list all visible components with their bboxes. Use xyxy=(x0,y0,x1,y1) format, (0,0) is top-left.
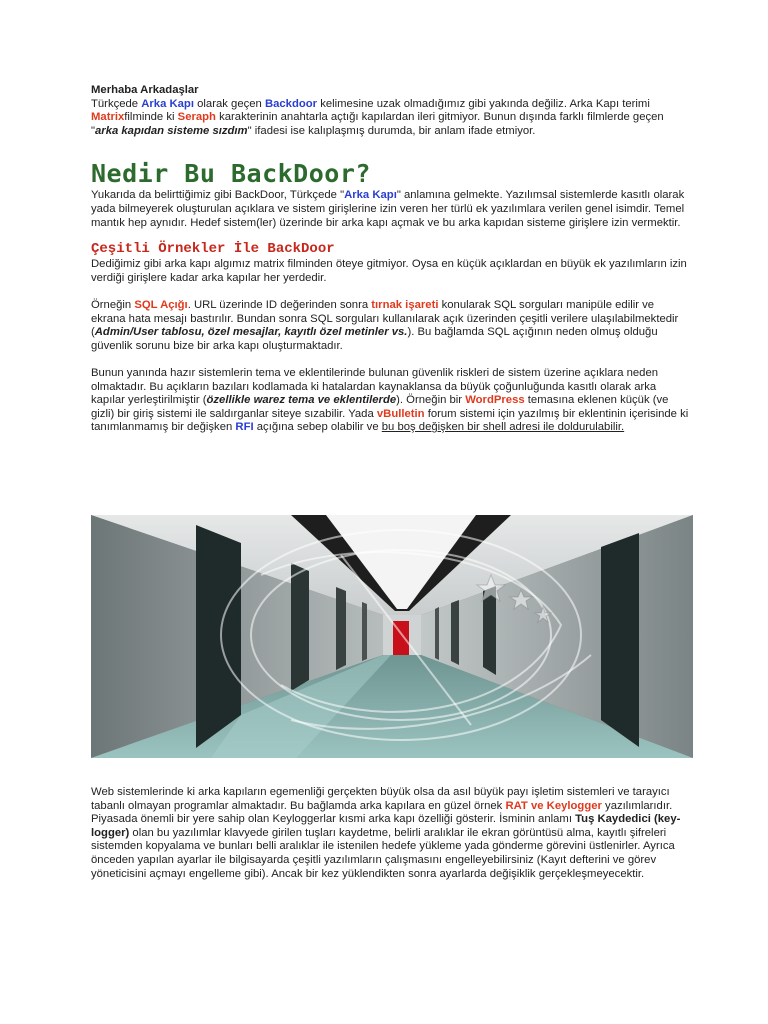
text: Web sistemlerinde ki arka kapıların egemenliği gerçekten büyük olsa da asıl büyük payı işletim sistemleri ve tarayıcı tabanlı olmayan programlar almaktadır. Bu bağlamda arka kapılara en güzel örnek xyxy=(91,786,670,812)
section2-paragraph-1: Dediğimiz gibi arka kapı algımız matrix filminden öteye gitmiyor. Oysa en küçük açıklardan en büyük ek yazılımların izin verdiği girişlere kadar arka kapılar her yerdedir. xyxy=(91,258,687,284)
document-body xyxy=(91,84,691,435)
keyword-backdoor: Backdoor xyxy=(264,97,318,110)
text: açığına sebep olabilir ve xyxy=(253,421,382,434)
underlined-text: bu boş değişken bir shell adresi ile doldurulabilir. xyxy=(381,421,625,434)
text: " anlamına gelmekte. Yazılımsal sistemlerde kasıtlı olarak yada bilmeyerek oluşturulan açıklara ve sistem girişlerine izin veren her türlü ek yazılımlara verilen genel isimdir. Temel mantık hep aynıdır. Hedef sistem(ler) üzerinde bir arka kapı açmak ve bu arka kapıdan sisteme girişlere izin vermektir. xyxy=(91,189,685,229)
keyword-rfi: RFI xyxy=(235,421,254,434)
corridor-illustration xyxy=(91,515,693,758)
quote-phrase: arka kapıdan sisteme sızdım xyxy=(95,124,248,137)
text: yazılımlarıdır. Piyasada önemli bir yere sahip olan Keyloggerlar kısmi arka kapı özelliği gösterir. İsminin anlamı xyxy=(91,799,673,826)
text: " ifadesi ise kalıplaşmış durumda, bir anlam ifade etmiyor. xyxy=(247,124,536,137)
corridor-scene xyxy=(91,515,693,758)
intro-heading: Merhaba Arkadaşlar xyxy=(91,84,199,96)
text: . URL üzerinde ID değerinden sonra xyxy=(187,298,372,311)
section3-container xyxy=(91,786,691,881)
text: ). Örneğin bir xyxy=(396,394,466,407)
text: olarak geçen xyxy=(193,97,265,110)
section2-paragraph-2 xyxy=(91,299,691,353)
section-title-nedir: Nedir Bu BackDoor? xyxy=(91,159,371,189)
section2-paragraph-3 xyxy=(91,367,691,435)
keyword-wordpress: WordPress xyxy=(465,394,525,407)
emphasis-warez: özellikle warez tema ve eklentilerde xyxy=(206,394,397,407)
text: karakterinin anahtarla açtığı kapılardan ileri gitmiyor. Bunun dışında farklı filmlerde geçen " xyxy=(91,111,664,137)
keyword-seraph: Seraph xyxy=(177,111,216,124)
text: Yukarıda da belirttiğimiz gibi BackDoor, Türkçede " xyxy=(91,189,345,202)
text: Bunun yanında hazır sistemlerin tema ve eklentilerinde bulunan güvenlik riskleri de sistem üzerine açıklara neden olmaktadır. Bu açıkların bazıları kodlamada ki hatalardan kaynaklansa da büyük çoğunluğunda kasıtlı olarak arka kapılar yerleştirilmiştir ( xyxy=(91,366,659,407)
text: Örneğin xyxy=(91,298,135,311)
keyword-matrix: Matrix xyxy=(91,111,125,124)
text: kelimesine uzak olmadığımız gibi yakında değiliz. Arka Kapı terimi xyxy=(317,97,650,110)
keyword-rat-keylogger: RAT ve Keylogger xyxy=(505,799,602,812)
text: ). Bu bağlamda SQL açığının neden olmuş olduğu güvenlik sorunu bize bir arka kapı oluşturmaktadır. xyxy=(91,326,658,352)
text: konularak SQL sorguları manipüle edilir ve ekrana hata mesajı bastırılır. Bundan sonra SQL sorguları kullanılarak açık üzerinden çeşitli verilere ulaşılabilmektedir ( xyxy=(91,298,679,339)
text: temasına eklenen küçük (ve gizli) bir giriş sistemi ile saldırganlar siteye sızabilir. Yada xyxy=(91,394,669,420)
text: olan bu yazılımlar klavyede girilen tuşları kaydetme, belirli aralıklar ile ekran görüntüsü alma, kayıtlı şifreleri sistemden kopyalama ve bunları belli aralıklar ile istenilen hedefe yükleme yada gönderme görevini üstlenirler. Ayrıca önceden yapılan ayarlar ile bilgisayarda çeşitli yazılımların çalışmasını engelleyebilirsiniz (Kayıt defterini ve görev yöneticisini açmayı engelleme gibi). Ancak bir kez yüklendikten sonra ayarlarda değişiklik gerçekleşmeyecektir. xyxy=(91,826,675,880)
text: Türkçede xyxy=(91,97,142,110)
keyword-tus-kaydedici: Tuş Kaydedici (key-logger) xyxy=(91,813,681,839)
keyword-arka-kapi: Arka Kapı xyxy=(344,189,397,202)
keyword-sql-acigi: SQL Açığı xyxy=(134,298,188,311)
text: forum sistemi için yazılmış bir eklentinin içerisinde ki tanımlanmamış bir değişken xyxy=(91,407,689,434)
keyword-tirnak-isareti: tırnak işareti xyxy=(371,298,439,311)
section1-paragraph xyxy=(91,189,691,230)
text: filminde ki xyxy=(124,111,178,124)
section-title-ornekler: Çeşitli Örnekler İle BackDoor xyxy=(91,241,335,258)
emphasis-admin-user: Admin/User tablosu, özel mesajlar, kayıtlı özel metinler vs. xyxy=(94,326,408,339)
section3-paragraph xyxy=(91,786,691,881)
keyword-vbulletin: vBulletin xyxy=(376,407,425,420)
intro-paragraph xyxy=(91,98,691,139)
keyword-arka-kapi: Arka Kapı xyxy=(141,97,194,110)
